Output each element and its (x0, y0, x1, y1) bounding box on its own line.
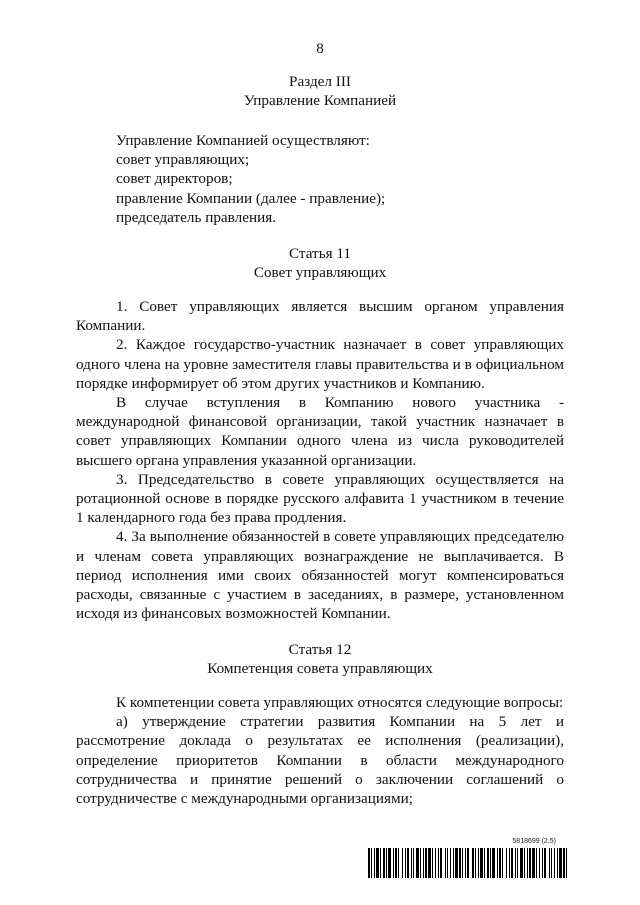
article-12-header (76, 640, 564, 678)
section-subtitle: Управление Компанией (243, 92, 397, 110)
section-header (76, 72, 564, 110)
barcode-area (368, 838, 568, 878)
section-list-item: совет директоров; (116, 170, 233, 188)
section-list-item: председатель правления. (116, 208, 277, 226)
article-12-paragraph: а) утверждение стратегии развития Компании на 5 лет и рассмотрение доклада о результатах ее исполнения (реализации), определение приоритетов Компании в области международного сотрудничества и принятие решений о заключении соглашений о сотрудничестве с международными организациями; (76, 713, 564, 808)
section-list-item: Управление Компанией осуществляют: (116, 132, 370, 149)
section-list-item: правление Компании (далее - правление); (116, 189, 386, 207)
article-12-title: Статья 12 (288, 641, 352, 658)
article-11-subtitle: Совет управляющих (253, 264, 387, 282)
barcode-id-text: 5818699 (2.5) (512, 838, 556, 845)
section-list (76, 131, 564, 227)
article-12-subtitle: Компетенция совета управляющих (207, 660, 433, 678)
section-title: Раздел III (289, 73, 351, 90)
article-11-paragraph: 3. Председательство в совете управляющих осуществляется на ротационной основе в порядке русского алфавита 1 участником в течение 1 календарного года без права продления. (76, 470, 564, 527)
barcode-icon (368, 848, 568, 878)
article-11-paragraph: 1. Совет управляющих является высшим органом управления Компании. (76, 298, 564, 335)
article-11-paragraph: В случае вступления в Компанию нового участника - международной финансовой организации, такой участник назначает в совет управляющих Компании одного члена из числа руководителей высшего органа управления указанной организации. (76, 394, 564, 469)
article-11-title: Статья 11 (288, 245, 352, 262)
article-11-header (76, 244, 564, 282)
article-11-body (76, 297, 564, 623)
article-11-paragraph: 2. Каждое государство-участник назначает в совет управляющих одного члена на уровне заместителя главы правительства и в официальном порядке информирует об этом других участников и Компанию. (76, 336, 564, 392)
article-12-paragraph: К компетенции совета управляющих относятся следующие вопросы: (116, 694, 564, 711)
section-list-item: совет управляющих; (116, 151, 250, 169)
page-number: 8 (316, 41, 324, 57)
article-11-paragraph: 4. За выполнение обязанностей в совете управляющих председателю и членам совета управляющих вознаграждение не выплачивается. В период исполнения ими своих обязанностей могут компенсироваться расходы, связанные с участием в заседаниях, в размере, установленном исходя из финансовых возможностей Компании. (76, 528, 564, 623)
article-12-body (76, 693, 564, 808)
